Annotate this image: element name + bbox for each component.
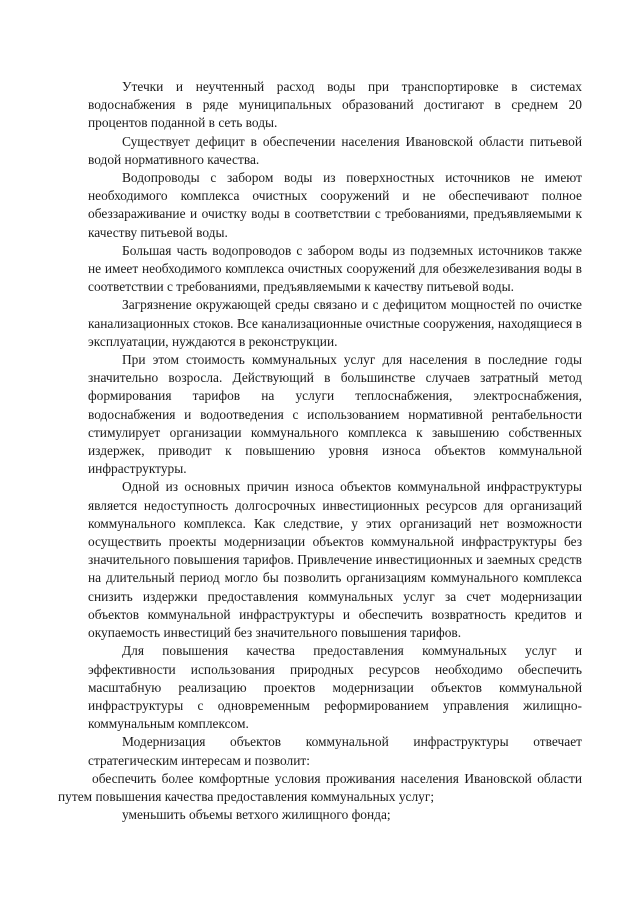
- paragraph-tariff-costs: При этом стоимость коммунальных услуг для населения в последние годы значительно возросла. Действующий в большинстве случаев затратный метод формирования тарифов на услуги теплоснабжения, электроснабжения, водоснабжения и водоотведения с использованием нормативной рентабельности стимулирует организации коммунального комплекса к завышению собственных издержек, приводит к повышению уровня износа объектов коммунальной инфраструктуры.: [88, 352, 582, 477]
- paragraph-dilapidated-housing: уменьшить объемы ветхого жилищного фонда;: [122, 807, 391, 823]
- paragraph-comfortable-living: обеспечить более комфортные условия проживания населения Ивановской области путем повышения качества предоставления коммунальных услуг;: [58, 770, 582, 804]
- paragraph-strategic-interests: Модернизация объектов коммунальной инфраструктуры отвечает стратегическим интересам и позволит:: [88, 734, 582, 768]
- paragraph-surface-water-treatment: Водопроводы с забором воды из поверхностных источников не имеют необходимого комплекса очистных сооружений и не обеспечивают полное обеззараживание и очистку воды в соответствии с требованиями, предъявляемыми к качеству питьевой воды.: [88, 170, 582, 240]
- paragraph-infrastructure-wear: Одной из основных причин износа объектов коммунальной инфраструктуры является недоступность долгосрочных инвестиционных ресурсов для организаций коммунального комплекса. Как следствие, у этих организаций нет возможности осуществить проекты модернизации объектов коммунальной инфраструктуры без значительного повышения тарифов. Привлечение инвестиционных и заемных средств на длительный период могло бы позволить организациям коммунального комплекса снизить издержки предоставления коммунальных услуг за счет модернизации объектов коммунальной инфраструктуры и обеспечить возвратность кредитов и окупаемость инвестиций без значительного повышения тарифов.: [88, 479, 582, 641]
- paragraph-underground-water-treatment: Большая часть водопроводов с забором воды из подземных источников также не имеет необходимого комплекса очистных сооружений для обезжелезивания воды в соответствии с требованиями, предъявляемыми к качеству питьевой воды.: [88, 242, 582, 295]
- paragraph-modernization-need: Для повышения качества предоставления коммунальных услуг и эффективности использования природных ресурсов необходимо обеспечить масштабную реализацию проектов модернизации объектов коммунальной инфраструктуры с одновременным реформированием управления жилищно-коммунальным комплексом.: [88, 643, 582, 732]
- paragraph-drinking-water-deficit: Существует дефицит в обеспечении населения Ивановской области питьевой водой нормативного качества.: [88, 133, 582, 167]
- paragraph-sewage-pollution: Загрязнение окружающей среды связано и с дефицитом мощностей по очистке канализационных стоков. Все канализационные очистные сооружения, находящиеся в эксплуатации, нуждаются в реконструкции.: [88, 297, 582, 349]
- document-body: [58, 78, 582, 824]
- paragraph-water-leaks: Утечки и неучтенный расход воды при транспортировке в системах водоснабжения в ряде муниципальных образований достигают в среднем 20 процентов поданной в сеть воды.: [88, 79, 582, 131]
